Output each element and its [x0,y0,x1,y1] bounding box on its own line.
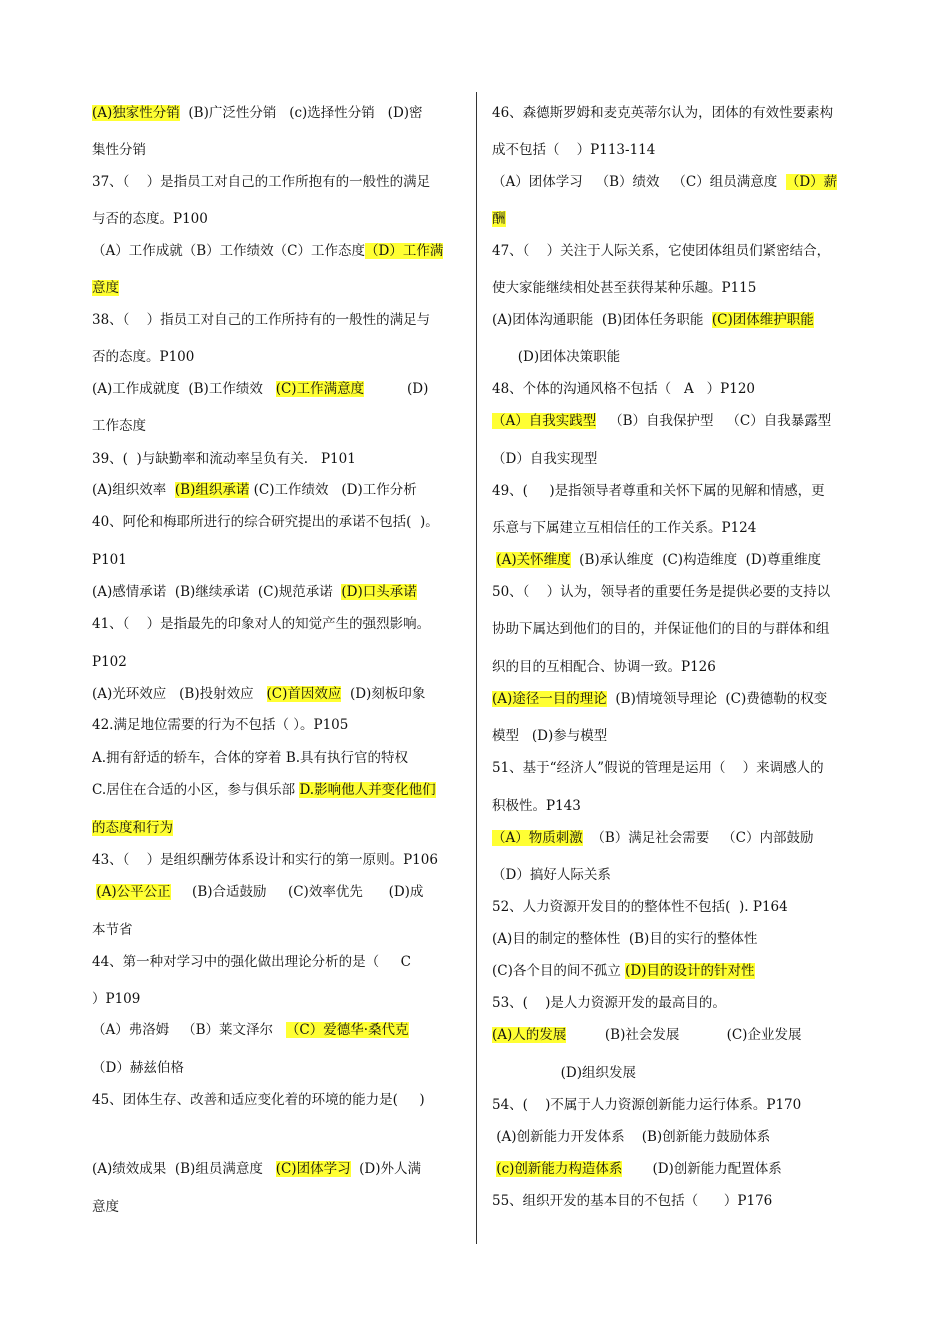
left-column-line [92,104,423,122]
right-column-line [492,1128,770,1146]
highlighted-answer: (A)途径一目的理论 [492,691,607,707]
text-segment: 42.满足地位需要的行为不包括（ ）。P105 [92,717,349,733]
text-segment: （D）自我实现型 [492,451,598,467]
highlighted-answer: (A)独家性分销 [92,105,180,121]
text-segment: 52、人力资源开发目的的整体性不包括( ). P164 [492,899,788,915]
right-column-line [492,311,814,329]
text-segment: 工作态度 [92,418,146,434]
right-column-line [492,279,756,297]
left-column-line [92,716,348,734]
highlighted-answer: (B)组织承诺 [174,482,250,498]
highlighted-answer: (A)人的发展 [492,1027,567,1043]
left-column-line [92,1021,409,1039]
text-segment: （D）搞好人际关系 [492,867,611,883]
text-segment: (A)团体沟通职能 (B)团体任务职能 [492,312,712,328]
right-column-line [492,797,581,815]
highlighted-answer: (C)首因效应 [266,686,342,702]
text-segment: (A)光环效应 (B)投射效应 [92,686,267,702]
left-column-line [92,348,194,366]
right-column-line [492,450,597,468]
left-column-line [92,417,146,435]
left-column-line [92,481,417,499]
text-segment: P101 [92,552,127,568]
left-column-line [92,173,430,191]
text-segment: 38、（ ）指员工对自己的工作所持有的一般性的满足与 [92,312,431,328]
text-segment: (D)创新能力配置体系 [622,1161,782,1177]
text-segment: 43、（ ）是组织酬劳体系设计和实行的第一原则。P106 [92,852,438,868]
left-column-line [92,781,436,799]
right-column-line [492,141,655,159]
text-segment: 45、团体生存、改善和适应变化着的环境的能力是( ) [92,1092,425,1108]
left-column-line [92,990,140,1008]
right-column-line [492,1192,772,1210]
text-segment: 48、个体的沟通风格不包括（ A ）P120 [492,381,756,397]
right-column-line [492,210,506,228]
highlighted-answer: (C)团体学习 [275,1161,351,1177]
highlighted-answer: (A)关怀维度 [496,552,571,568]
text-segment: 本节省 [92,922,133,938]
text-segment: 与否的态度。P100 [92,211,208,227]
right-column-line [492,898,788,916]
text-segment: 织的目的互相配合、协调一致。P126 [492,659,716,675]
text-segment: 意度 [92,1199,119,1215]
highlighted-answer: （D）工作满 [365,243,444,259]
left-column-line [92,450,356,468]
text-segment: （D）赫兹伯格 [92,1060,184,1076]
left-column-line [92,583,417,601]
left-column-line [92,819,173,837]
left-column-line [92,1059,184,1077]
left-column-line [92,380,428,398]
right-column-line [492,551,821,569]
right-column-line [492,658,716,676]
text-segment: (B)情境领导理论 (C)费德勒的权变 [606,691,828,707]
text-segment: (D)外人满 [350,1161,422,1177]
column-divider [476,92,477,1244]
text-segment: (A)组织效率 [92,482,175,498]
left-column-line [92,749,408,767]
text-segment: 集性分销 [92,142,146,158]
right-column-line [492,620,830,638]
text-segment: 50、（ ）认为，领导者的重要任务是提供必要的支持以 [492,584,831,600]
highlighted-answer: （C）爱德华·桑代克 [285,1022,409,1038]
highlighted-answer: D.影响他人并变化他们 [299,782,436,798]
text-segment: (D)团体决策职能 [492,349,621,365]
highlighted-answer: （D）薪 [785,174,838,190]
text-segment: (A)目的制定的整体性 (B)目的实行的整体性 [492,931,758,947]
text-segment: （B）满足社会需要 （C）内部鼓励 [582,830,814,846]
highlighted-answer: （A）物质刺激 [492,830,583,846]
highlighted-answer: （A）自我实践型 [492,413,597,429]
right-column-line [492,962,755,980]
text-segment: （B）自我保护型 （C）自我暴露型 [596,413,832,429]
text-segment: 成不包括（ ）P113-114 [492,142,656,158]
right-column-line [492,829,813,847]
left-column-line [92,851,438,869]
text-segment: 37、（ ）是指员工对自己的工作所抱有的一般性的满足 [92,174,431,190]
text-segment: (D) [364,381,429,397]
text-segment: 39、( )与缺勤率和流动率呈负有关. P101 [92,451,356,467]
text-segment: C.居住在合适的小区，参与俱乐部 [92,782,300,798]
text-segment: （A）团体学习 （B）绩效 （C）组员满意度 [492,174,786,190]
text-segment: (B)社会发展 (C)企业发展 [566,1027,802,1043]
right-column-line [492,690,827,708]
text-segment: (D)组织发展 [492,1065,637,1081]
text-segment: 53、( )是人力资源开发的最高目的。 [492,995,726,1011]
text-segment: 40、阿伦和梅耶所进行的综合研究提出的承诺不包括( )。 [92,514,439,530]
right-column-line [492,482,825,500]
left-column-line [92,551,127,569]
left-column-line [92,953,411,971]
left-column-line [92,883,423,901]
text-segment: (A)感情承诺 (B)继续承诺 (C)规范承诺 [92,584,342,600]
left-column-line [92,513,439,531]
left-column-line [92,921,133,939]
text-segment: 54、( )不属于人力资源创新能力运行体系。P170 [492,1097,802,1113]
text-segment: (B)合适鼓励 (C)效率优先 (D)成 [170,884,424,900]
right-column-line [492,866,611,884]
right-column-line [492,1064,636,1082]
left-column-line [92,653,127,671]
highlighted-answer: (D)目的设计的针对性 [625,963,755,979]
highlighted-answer: (C)工作满意度 [275,381,365,397]
text-segment: 积极性。P143 [492,798,581,814]
highlighted-answer: 意度 [92,280,119,296]
left-column-line [92,242,443,260]
left-column-line [92,210,208,228]
right-column-line [492,412,831,430]
text-segment: (D)刻板印象 [341,686,426,702]
right-column-line [492,173,837,191]
left-column-line [92,1091,425,1109]
text-segment: （A）弗洛姆 （B）莱文泽尔 [92,1022,286,1038]
text-segment: ）P109 [92,991,141,1007]
highlighted-answer: (D)口头承诺 [341,584,417,600]
text-segment: 51、基于“经济人”假说的管理是运用（ ）来调感人的 [492,760,824,776]
text-segment: 46、森德斯罗姆和麦克英蒂尔认为，团体的有效性要素构 [492,105,834,121]
text-segment: 41、（ ）是指最先的印象对人的知觉产生的强烈影响。 [92,616,431,632]
right-column-line [492,348,620,366]
text-segment: (A)工作成就度 (B)工作绩效 [92,381,276,397]
text-segment: (A)绩效成果 (B)组员满意度 [92,1161,276,1177]
left-column-line [92,141,146,159]
highlighted-answer: (A)公平公正 [96,884,171,900]
right-column-line [492,1096,801,1114]
left-column-line [92,685,425,703]
left-column-line [92,1198,119,1216]
right-column-line [492,380,755,398]
right-column-line [492,759,824,777]
text-segment: P102 [92,654,127,670]
right-column-line [492,994,726,1012]
text-segment: A.拥有舒适的轿车，合体的穿着 B.具有执行官的特权 [92,750,409,766]
left-column-line [92,279,119,297]
text-segment: (B)广泛性分销 (c)选择性分销 (D)密 [179,105,423,121]
right-column-line [492,242,830,260]
right-column-line [492,1026,801,1044]
left-column-line [92,615,430,633]
text-segment: (A)创新能力开发体系 (B)创新能力鼓励体系 [492,1129,771,1145]
highlighted-answer: (C)团体维护职能 [711,312,814,328]
right-column-line [492,583,830,601]
highlighted-answer: (c)创新能力构造体系 [496,1161,623,1177]
text-segment: 否的态度。P100 [92,349,195,365]
right-column-line [492,519,756,537]
right-column-line [492,1160,782,1178]
text-segment: 模型 (D)参与模型 [492,728,608,744]
text-segment: 55、组织开发的基本目的不包括（ ）P176 [492,1193,773,1209]
right-column-line [492,104,833,122]
text-segment: (B)承认维度 (C)构造维度 (D)尊重维度 [570,552,822,568]
text-segment: 使大家能继续相处甚至获得某种乐趣。P115 [492,280,757,296]
highlighted-answer: 的态度和行为 [92,820,173,836]
highlighted-answer: 酬 [492,211,506,227]
text-segment: (C)工作绩效 (D)工作分析 [249,482,417,498]
text-segment: 47、（ ）关注于人际关系，它使团体组员们紧密结合， [492,243,831,259]
text-segment: 乐意与下属建立互相信任的工作关系。P124 [492,520,757,536]
text-segment: 协助下属达到他们的目的，并保证他们的目的与群体和组 [492,621,830,637]
text-segment: (C)各个目的间不孤立 [492,963,626,979]
left-column-line [92,311,430,329]
left-column-line [92,1160,421,1178]
right-column-line [492,930,757,948]
text-segment: 44、第一种对学习中的强化做出理论分析的是（ C [92,954,411,970]
text-segment: （A）工作成就（B）工作绩效（C）工作态度 [92,243,365,259]
right-column-line [492,727,607,745]
text-segment: 49、( )是指领导者尊重和关怀下属的见解和情感，更 [492,483,825,499]
